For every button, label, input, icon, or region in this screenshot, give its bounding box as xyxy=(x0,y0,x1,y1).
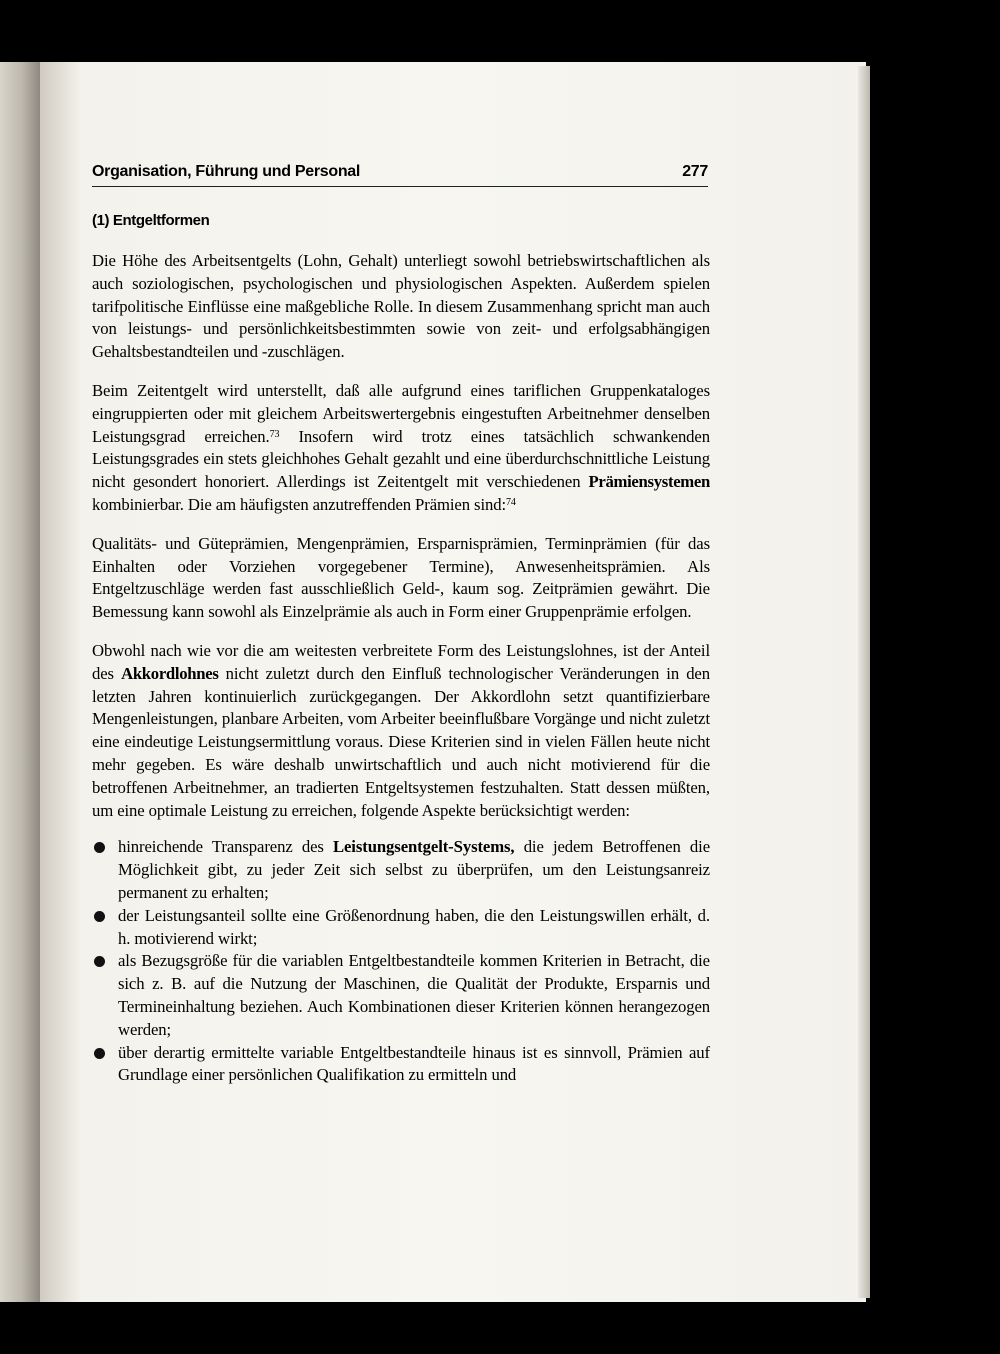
list-item-text: der Leistungsanteil sollte eine Größenordnung haben, die den Leistungswillen erhält, d. h. motivierend wirkt; xyxy=(118,905,710,948)
term-praemiensystemen: Prämiensystemen xyxy=(588,472,710,492)
paragraph-2-text-c: kombinierbar. Die am häufigsten anzutreffenden Prämien sind: xyxy=(92,494,506,514)
list-item xyxy=(92,950,710,1041)
list-item xyxy=(92,905,710,951)
paragraph-2-text-a: Beim Zeitentgelt wird unterstellt, daß alle aufgrund eines tariflichen Gruppenkataloges eingruppierten oder mit gleichem Arbeitswertergebnis eingestuften Arbeitnehmer denselben Leistungsgrad erreichen. xyxy=(92,380,710,446)
running-header xyxy=(92,163,708,187)
paragraph-1: Die Höhe des Arbeitsentgelts (Lohn, Gehalt) unterliegt sowohl betriebswirtschaftlichen als auch soziologischen, psychologischen und physiologischen Aspekten. Außerdem spielen tarifpolitische Einflüsse eine maßgebliche Rolle. In diesem Zusammenhang spricht man auch von leistungs- und persönlichkeitsbestimmten sowie von zeit- und erfolgsabhängigen Gehaltsbestandteilen und -zuschlägen. xyxy=(92,251,710,362)
term-leistungsentgelt-systems: Leistungsentgelt-Systems, xyxy=(332,837,515,857)
paragraph-4-text-a: Obwohl nach wie vor die am weitesten verbreitete Form des Leistungslohnes, ist der Anteil des xyxy=(92,640,710,683)
footnote-ref-73: 73 xyxy=(269,428,280,440)
page-body xyxy=(92,212,710,1087)
list-item xyxy=(92,1042,710,1088)
paragraph-3: Qualitäts- und Güteprämien, Mengenprämien, Ersparnisprämien, Terminprämien (für das Einhalten oder Vorziehen vorgegebener Termine), Anwesenheitsprämien. Als Entgeltzuschläge werden fast ausschließlich Geld-, kaum sog. Zeitprämien gewährt. Die Bemessung kann sowohl als Einzelprämie als auch in Form einer Gruppenprämie erfolgen. xyxy=(92,533,710,622)
paragraph-4-text-b: nicht zuletzt durch den Einfluß technologischer Veränderungen in den letzten Jahren kontinuierlich zurückgegangen. Der Akkordlohn setzt quantifizierbare Mengenleistungen, planbare Arbeiten, vom Arbeiter beeinflußbare Vorgänge und nicht zuletzt eine eindeutige Leistungsermittlung voraus. Diese Kriterien sind in vielen Fällen heute nicht mehr gegeben. Es wäre deshalb unwirtschaftlich und auch nicht motivierend für die betroffenen Arbeitnehmer, an tradierten Entgeltsystemen festzuhalten. Statt dessen müßten, um eine optimale Leistung zu erreichen, folgende Aspekte berücksichtigt werden: xyxy=(92,663,710,820)
facing-page-edge xyxy=(0,62,40,1302)
aspects-list xyxy=(92,836,710,1087)
list-item-text-a: hinreichende Transparenz des xyxy=(118,837,333,857)
list-item-text: über derartig ermittelte variable Entgeltbestandteile hinaus ist es sinnvoll, Prämien auf Grundlage einer persönlichen Qualifikation zu ermitteln und xyxy=(118,1042,710,1085)
bullet-icon xyxy=(94,842,105,853)
page-number: 277 xyxy=(682,163,708,180)
list-item-text-b: die jedem Betroffenen die Möglichkeit gibt, zu jeder Zeit sich selbst zu überprüfen, um den Leistungsanreiz permanent zu erhalten; xyxy=(118,837,710,902)
running-title: Organisation, Führung und Personal xyxy=(92,163,361,180)
paragraph-4 xyxy=(92,640,710,822)
bullet-icon xyxy=(94,956,105,967)
list-item xyxy=(92,836,710,904)
bullet-icon xyxy=(94,1048,105,1059)
page-content-layer xyxy=(40,62,866,1302)
paragraph-2 xyxy=(92,380,710,517)
paragraph-2-text-b: Insofern wird trotz eines tatsächlich schwankenden Leistungsgrades ein stets gleichhohes Gehalt gezahlt und eine überdurchschnittliche Leistung nicht gesondert honoriert. Allerdings ist Zeitentgelt mit verschiedenen xyxy=(92,426,710,492)
bullet-icon xyxy=(94,911,105,922)
section-title: (1) Entgeltformen xyxy=(92,212,210,229)
list-item-text: als Bezugsgröße für die variablen Entgeltbestandteile kommen Kriterien in Betracht, die sich z. B. auf die Nutzung der Maschinen, die Qualität der Produkte, Ersparnis und Termineinhaltung beziehen. Auch Kombinationen dieser Kriterien können herangezogen werden; xyxy=(118,951,710,1039)
footnote-ref-74: 74 xyxy=(506,496,516,508)
term-akkordlohnes: Akkordlohnes xyxy=(121,663,219,683)
